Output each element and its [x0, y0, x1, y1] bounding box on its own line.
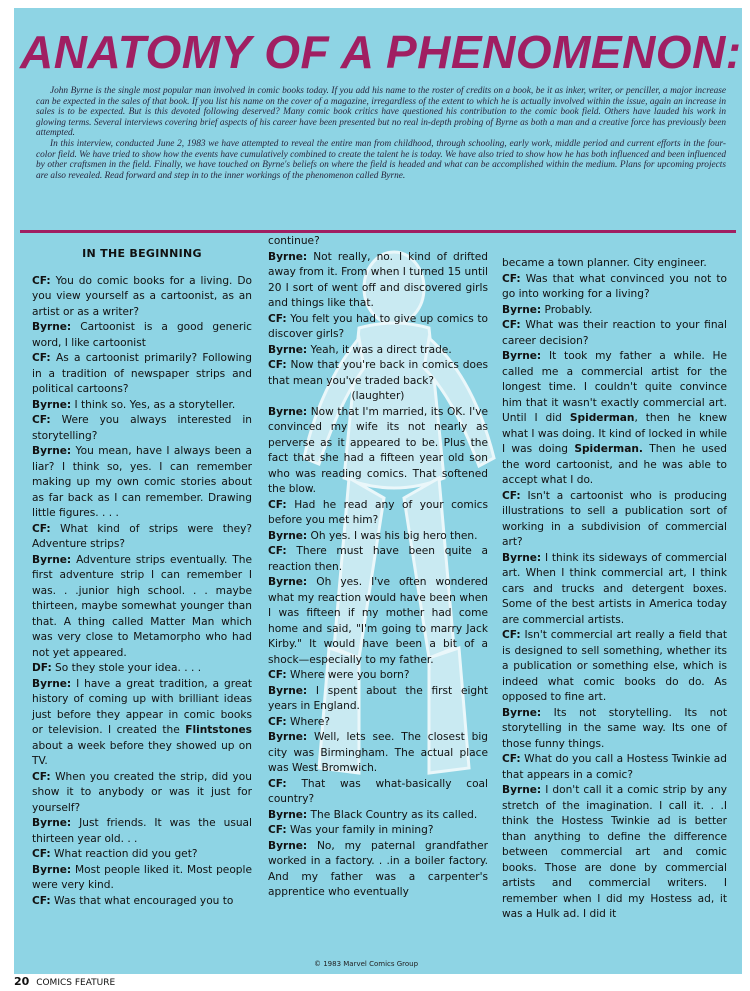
footer-label: COMICS FEATURE — [36, 978, 116, 988]
dialogue-text: Probably. — [541, 303, 593, 316]
dialogue-paragraph — [268, 343, 488, 359]
speaker-label: Byrne: — [32, 677, 72, 690]
col2-paragraphs-a — [268, 250, 488, 390]
dialogue-text: Oh yes. I've often wondered what my reaction would have been when I was fifteen if my mother had come home and said, "I'm going to marry Jack Kirby." It would have been a bit of a shock—especially to my father. — [268, 576, 488, 666]
dialogue-paragraph — [502, 318, 727, 349]
dialogue-text: No, my paternal grandfather worked in a factory. . .in a boiler factory. And my father was a carpenter's apprentice who eventually — [268, 839, 488, 898]
dialogue-paragraph — [502, 272, 727, 303]
dialogue-text: , then he knew what I was doing. It kind of locked in while I was doing — [502, 412, 727, 455]
dialogue-paragraph — [502, 706, 727, 753]
dialogue-paragraph — [268, 575, 488, 668]
dialogue-text: Adventure strips eventually. The first adventure strip I can remember I was. . .junior high school. . . maybe thirteen, maybe somewhat younger than that. A thing called Matter Man which was very close to Metamorpho who had not yet appeared. — [32, 553, 252, 659]
dialogue-text: You do comic books for a living. Do you view yourself as a cartoonist, as an artist or as a writer? — [32, 274, 252, 318]
speaker-label: Byrne: — [268, 731, 308, 743]
speaker-label: CF: — [32, 414, 51, 426]
dialogue-text: Where were you born? — [286, 669, 410, 681]
speaker-label: Byrne: — [268, 839, 308, 852]
dialogue-paragraph — [268, 684, 488, 715]
section-heading: IN THE BEGINNING — [82, 247, 202, 260]
dialogue-paragraph — [502, 752, 727, 783]
dialogue-text: I think its sideways of commercial art. When I think commercial art, I think cars and trucks and detergent boxes. Some of the best artists in America today are commercial artists. — [502, 551, 727, 626]
dialogue-text: I don't call it a comic strip by any stretch of the imagination. I call it. . .I think the Hostess Twinkie ad is better than anything to define the difference between commercial art and comic books. Those are done by commercial artists and commercial writers. I remember when I did my Hostess ad, it was a Hulk ad. I did it — [502, 784, 727, 920]
dialogue-text: about a week before they showed up on TV. — [32, 739, 252, 767]
speaker-label: Byrne: — [502, 706, 542, 719]
page-footer — [14, 975, 115, 988]
speaker-label: Byrne: — [268, 250, 308, 263]
dialogue-paragraph — [268, 823, 488, 839]
speaker-label: Byrne: — [268, 405, 308, 418]
dialogue-paragraph — [268, 358, 488, 389]
speaker-label: CF: — [502, 272, 521, 285]
dialogue-paragraph — [268, 839, 488, 901]
dialogue-text: What kind of strips were they? Adventure strips? — [32, 522, 252, 550]
dialogue-text: Most people liked it. Most people were very kind. — [32, 863, 252, 891]
speaker-label: Byrne: — [32, 321, 72, 333]
speaker-label: CF: — [32, 770, 51, 783]
magazine-page — [14, 8, 742, 974]
page-title: ANATOMY OF A PHENOMENON: — [20, 26, 742, 78]
speaker-label: Byrne: — [268, 576, 308, 588]
speaker-label: CF: — [502, 489, 521, 502]
dialogue-paragraph — [32, 553, 252, 662]
speaker-label: Byrne: — [32, 817, 72, 829]
dialogue-paragraph — [32, 522, 252, 553]
dialogue-text: I have a great tradition, a great history of coming up with brilliant ideas just before they appear in comic books or television. I created the — [32, 677, 252, 736]
dialogue-paragraph — [32, 677, 252, 770]
dialogue-paragraph — [268, 250, 488, 312]
speaker-label: CF: — [268, 824, 287, 836]
speaker-label: CF: — [268, 498, 287, 511]
laughter-note: (laughter) — [351, 390, 405, 402]
dialogue-paragraph — [268, 405, 488, 498]
dialogue-text: Was that what convinced you not to go into working for a living? — [502, 272, 727, 300]
dialogue-text: You felt you had to give up comics to discover girls? — [268, 312, 488, 340]
dialogue-paragraph — [32, 661, 252, 677]
speaker-label: CF: — [268, 669, 287, 681]
dialogue-text: Just friends. It was the usual thirteen year old. . . — [32, 817, 252, 845]
speaker-label: Byrne: — [268, 529, 308, 542]
dialogue-paragraph — [32, 770, 252, 817]
speaker-label: Byrne: — [32, 445, 72, 457]
speaker-label: Byrne: — [268, 343, 308, 356]
speaker-label: CF: — [268, 777, 287, 790]
dialogue-paragraph — [32, 274, 252, 321]
speaker-label: CF: — [502, 753, 521, 765]
page-number: 20 — [14, 975, 30, 988]
dialogue-text: There must have been quite a reaction then. — [268, 545, 488, 573]
emphasis-text: Spiderman. — [574, 443, 643, 455]
dialogue-text: Then he used the word cartoonist, and he was able to accept what I do. — [502, 443, 727, 486]
dialogue-text: What was their reaction to your final career decision? — [502, 319, 727, 347]
col2-paragraphs-b — [268, 405, 488, 901]
speaker-label: Byrne: — [32, 863, 72, 876]
dialogue-text: You mean, have I always been a liar? I think so, yes. I can remember making up my own comic stories about as far back as I can remember. Drawing little figures. . . . — [32, 445, 252, 519]
dialogue-paragraph — [502, 551, 727, 629]
speaker-label: DF: — [32, 662, 52, 674]
dialogue-text: What reaction did you get? — [50, 848, 198, 860]
dialogue-paragraph — [268, 668, 488, 684]
dialogue-paragraph — [32, 320, 252, 351]
dialogue-paragraph — [268, 529, 488, 545]
article-column-1 — [32, 246, 252, 909]
col1-paragraphs — [32, 274, 252, 910]
dialogue-paragraph — [502, 783, 727, 923]
dialogue-paragraph — [32, 444, 252, 522]
dialogue-paragraph — [32, 847, 252, 863]
dialogue-paragraph — [268, 808, 488, 824]
dialogue-text: Isn't a cartoonist who is producing illustrations to sell a publication sort of working in a subdivision of commercial art? — [502, 489, 727, 548]
article-column-3 — [502, 256, 727, 923]
speaker-label: Byrne: — [502, 784, 542, 796]
dialogue-text: Well, lets see. The closest big city was Birmingham. The actual place was West Bromwich. — [268, 731, 488, 774]
dialogue-text: Cartoonist is a good generic word, I like cartoonist — [32, 321, 252, 349]
paragraph: continue? — [268, 235, 320, 247]
copyright-notice: © 1983 Marvel Comics Group — [314, 960, 419, 968]
dialogue-paragraph — [268, 730, 488, 777]
speaker-label: CF: — [32, 274, 51, 287]
dialogue-text: Were you always interested in storytelling? — [32, 414, 252, 442]
dialogue-paragraph — [32, 863, 252, 894]
emphasis-text: Flintstones — [185, 724, 252, 736]
dialogue-text: When you created the strip, did you show it to anybody or was it just for yourself? — [32, 770, 252, 814]
speaker-label: CF: — [268, 715, 287, 728]
dialogue-text: Now that I'm married, its OK. I've convinced my wife its not nearly as perverse as it appeared to be. Plus the fact that she had a fifteen year old son who was reading comics. That softened the blow. — [268, 405, 488, 495]
speaker-label: CF: — [32, 894, 51, 907]
article-column-2 — [268, 234, 488, 901]
dialogue-paragraph — [502, 256, 727, 272]
dialogue-text: Was your family in mining? — [286, 824, 434, 836]
divider — [20, 230, 736, 233]
speaker-label: CF: — [32, 352, 51, 364]
speaker-label: Byrne: — [268, 808, 308, 821]
speaker-label: Byrne: — [268, 684, 308, 697]
dialogue-paragraph — [502, 349, 727, 489]
speaker-label: Byrne: — [502, 551, 542, 564]
speaker-label: CF: — [502, 319, 521, 331]
dialogue-paragraph — [268, 715, 488, 731]
dialogue-text: Its not storytelling. Its not storytelling in the same way. Its one of those funny things. — [502, 706, 727, 750]
dialogue-text: Was that what encouraged you to — [50, 894, 234, 907]
col3-paragraphs — [502, 256, 727, 923]
speaker-label: CF: — [502, 629, 521, 641]
dialogue-paragraph — [502, 489, 727, 551]
dialogue-paragraph — [502, 628, 727, 706]
speaker-label: Byrne: — [32, 398, 72, 411]
speaker-label: Byrne: — [502, 350, 542, 362]
dialogue-text: Isn't commercial art really a field that is designed to sell something, whether its a publication or something else, which is indeed what comic books do do. As opposed to fine art. — [502, 629, 727, 703]
dialogue-text: So they stole your idea. . . . — [51, 662, 202, 674]
dialogue-text: Had he read any of your comics before you met him? — [268, 498, 488, 526]
dialogue-paragraph — [268, 544, 488, 575]
dialogue-paragraph — [268, 312, 488, 343]
dialogue-text: The Black Country as its called. — [307, 808, 478, 821]
dialogue-paragraph — [32, 398, 252, 414]
dialogue-paragraph — [32, 351, 252, 398]
speaker-label: CF: — [268, 312, 287, 325]
speaker-label: CF: — [32, 848, 51, 860]
dialogue-text: Where? — [286, 715, 331, 728]
dialogue-paragraph — [32, 894, 252, 910]
speaker-label: CF: — [32, 522, 51, 535]
speaker-label: CF: — [268, 545, 287, 557]
dialogue-text: Now that you're back in comics does that mean you've traded back? — [268, 359, 488, 387]
dialogue-text: As a cartoonist primarily? Following in a tradition of newspaper strips and political cartoons? — [32, 352, 252, 395]
speaker-label: Byrne: — [32, 553, 72, 566]
dialogue-text: Not really, no. I kind of drifted away from it. From when I turned 15 until 20 I sort of went off and discovered girls and things like that. — [268, 250, 488, 309]
dialogue-paragraph — [32, 816, 252, 847]
emphasis-text: Spiderman — [569, 412, 635, 424]
dialogue-text: It took my father a while. He called me a commercial artist for the longest time. I couldn't quite convince him that it wasn't exactly commercial art. Until I did — [502, 350, 727, 424]
intro-paragraph: John Byrne is the single most popular man involved in comic books today. If you add his name to the roster of credits on a book, be it as inker, writer, or penciller, a major increase can be expected in the sales of that book. If you list his name on the cover of a magazine, irregardless of the extent to which he is actually involved within the issue, again an increase in sales is to be expected. But is this devoted following deserved? Many comic book critics have questioned his contribution to the comic book field. Others have lauded his work in glowing terms. Several interviews covering brief aspects of his career have been presented but no real in-depth probing of Byrne as both a man and a creative force has previously been attempted. — [36, 86, 726, 139]
dialogue-paragraph — [268, 777, 488, 808]
dialogue-paragraph — [502, 303, 727, 319]
dialogue-text: became a town planner. City engineer. — [502, 257, 707, 269]
dialogue-text: That was what-basically coal country? — [268, 777, 488, 805]
dialogue-text: Yeah, it was a direct trade. — [307, 343, 452, 356]
dialogue-paragraph — [268, 498, 488, 529]
intro-text — [36, 86, 726, 181]
dialogue-text: I think so. Yes, as a storyteller. — [71, 398, 236, 411]
intro-paragraph: In this interview, conducted June 2, 1983 we have attempted to reveal the entire man from childhood, through schooling, early work, middle period and current efforts in the four-color field. We have tried to show how the events have cumulatively combined to create the talent he is today. We have also tried to show how he has both influenced and been influenced by other craftsmen in the field. Finally, we have touched on Byrne's beliefs on where the field is headed and what can be accomplished within the medium. Plans for upcoming projects are also revealed. Read forward and step in to the inner workings of the phenomenon called Byrne. — [36, 138, 726, 181]
dialogue-text: Oh yes. I was his big hero then. — [307, 529, 478, 542]
dialogue-paragraph — [32, 413, 252, 444]
speaker-label: Byrne: — [502, 303, 542, 316]
dialogue-text: What do you call a Hostess Twinkie ad that appears in a comic? — [502, 753, 727, 781]
speaker-label: CF: — [268, 359, 287, 371]
dialogue-text: I spent about the first eight years in England. — [268, 684, 488, 712]
